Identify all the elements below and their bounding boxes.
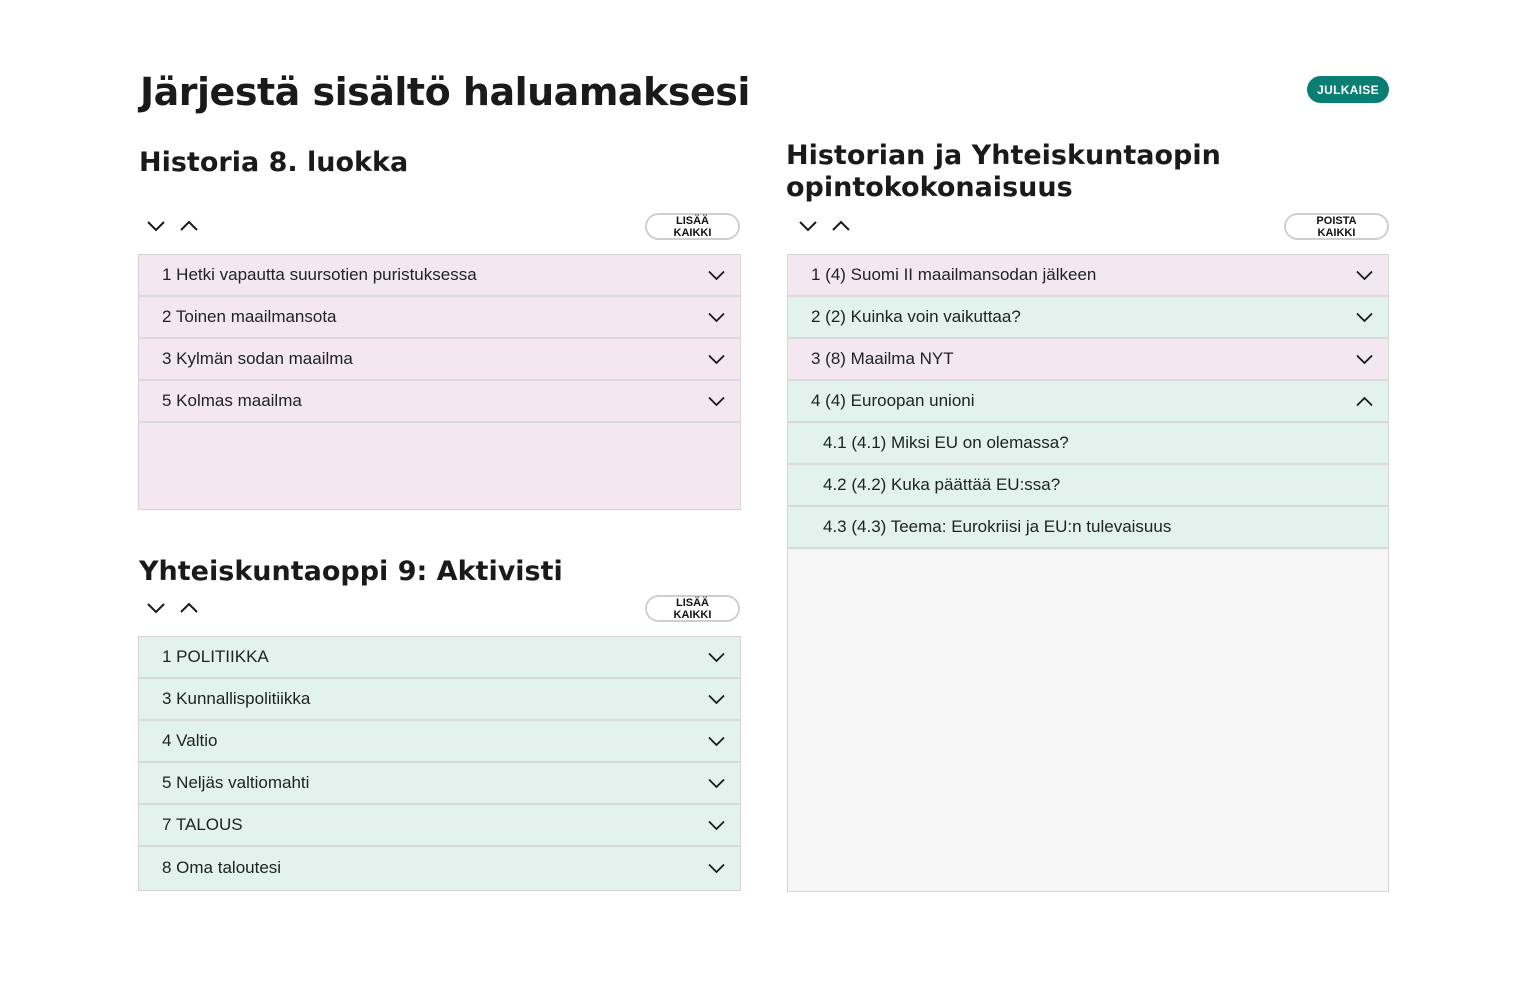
list-item[interactable] — [139, 637, 740, 679]
chevron-down-icon — [147, 220, 165, 232]
civics-list — [138, 636, 741, 891]
chevron-down-icon[interactable] — [704, 305, 728, 329]
history-add-all-button[interactable]: LISÄÄ KAIKKI — [645, 213, 740, 240]
list-item-label: 2 (2) Kuinka voin vaikuttaa? — [811, 307, 1021, 326]
chevron-down-icon[interactable] — [704, 645, 728, 669]
course-title-line1: Historian ja Yhteiskuntaopin — [786, 140, 1221, 171]
list-item-label: 3 (8) Maailma NYT — [811, 349, 954, 368]
chevron-down-icon[interactable] — [1352, 305, 1376, 329]
sub-list-item[interactable] — [788, 507, 1388, 549]
list-item[interactable] — [139, 679, 740, 721]
list-item-label: 1 POLITIIKKA — [162, 647, 269, 666]
chevron-down-icon — [147, 602, 165, 614]
chevron-down-icon[interactable] — [1352, 263, 1376, 287]
list-item[interactable] — [139, 339, 740, 381]
list-item[interactable] — [788, 297, 1388, 339]
course-collapse-all-button[interactable] — [828, 213, 854, 239]
page-title: Järjestä sisältö haluamaksesi — [140, 70, 750, 114]
chevron-down-icon[interactable] — [704, 687, 728, 711]
history-section-title: Historia 8. luokka — [139, 147, 409, 178]
list-item-label: 4 (4) Euroopan unioni — [811, 391, 975, 410]
sub-list-item[interactable] — [788, 423, 1388, 465]
list-item-label: 8 Oma taloutesi — [162, 858, 282, 877]
course-remove-all-button[interactable]: POISTA KAIKKI — [1284, 213, 1389, 240]
sub-list-item-label: 4.1 (4.1) Miksi EU on olemassa? — [823, 433, 1069, 452]
sub-list-item[interactable] — [788, 465, 1388, 507]
chevron-down-icon[interactable] — [704, 347, 728, 371]
list-item-label: 5 Kolmas maailma — [162, 391, 302, 410]
course-title-line2: opintokokonaisuus — [786, 172, 1073, 203]
list-item-expanded[interactable] — [788, 381, 1388, 423]
list-item-label: 1 Hetki vapautta suursotien puristuksessa — [162, 265, 477, 284]
sub-list-item-label: 4.3 (4.3) Teema: Eurokriisi ja EU:n tulevaisuus — [823, 517, 1172, 536]
publish-button[interactable]: JULKAISE — [1307, 76, 1389, 103]
list-item-label: 5 Neljäs valtiomahti — [162, 773, 310, 792]
civics-add-all-button[interactable]: LISÄÄ KAIKKI — [645, 595, 740, 622]
list-item-label: 3 Kunnallispolitiikka — [162, 689, 311, 708]
chevron-down-icon[interactable] — [704, 813, 728, 837]
list-item[interactable] — [788, 255, 1388, 297]
course-list — [787, 254, 1389, 892]
civics-collapse-all-button[interactable] — [176, 595, 202, 621]
list-item[interactable] — [139, 297, 740, 339]
chevron-up-icon — [180, 220, 198, 232]
list-item-label: 4 Valtio — [162, 731, 218, 750]
course-section-title — [786, 140, 1221, 204]
list-item[interactable] — [139, 763, 740, 805]
list-item[interactable] — [788, 339, 1388, 381]
list-item[interactable] — [139, 381, 740, 423]
civics-expand-all-button[interactable] — [143, 595, 169, 621]
list-item[interactable] — [139, 721, 740, 763]
list-item-label: 7 TALOUS — [162, 815, 243, 834]
list-item-label: 2 Toinen maailmansota — [162, 307, 337, 326]
chevron-down-icon[interactable] — [1352, 347, 1376, 371]
history-expand-all-button[interactable] — [143, 213, 169, 239]
chevron-down-icon — [799, 220, 817, 232]
list-item-label: 3 Kylmän sodan maailma — [162, 349, 353, 368]
list-item[interactable] — [139, 805, 740, 847]
list-item-label: 1 (4) Suomi II maailmansodan jälkeen — [811, 265, 1097, 284]
sub-list-item-label: 4.2 (4.2) Kuka päättää EU:ssa? — [823, 475, 1061, 494]
history-collapse-all-button[interactable] — [176, 213, 202, 239]
history-drop-zone[interactable] — [139, 423, 740, 507]
chevron-up-icon[interactable] — [1352, 389, 1376, 413]
chevron-down-icon[interactable] — [704, 856, 728, 880]
course-drop-zone[interactable] — [788, 549, 1388, 889]
list-item[interactable] — [139, 255, 740, 297]
chevron-down-icon[interactable] — [704, 263, 728, 287]
civics-section-title: Yhteiskuntaoppi 9: Aktivisti — [139, 556, 563, 587]
history-list — [138, 254, 741, 510]
chevron-down-icon[interactable] — [704, 389, 728, 413]
chevron-down-icon[interactable] — [704, 729, 728, 753]
chevron-up-icon — [180, 602, 198, 614]
chevron-up-icon — [832, 220, 850, 232]
course-expand-all-button[interactable] — [795, 213, 821, 239]
list-item[interactable] — [139, 847, 740, 889]
chevron-down-icon[interactable] — [704, 771, 728, 795]
